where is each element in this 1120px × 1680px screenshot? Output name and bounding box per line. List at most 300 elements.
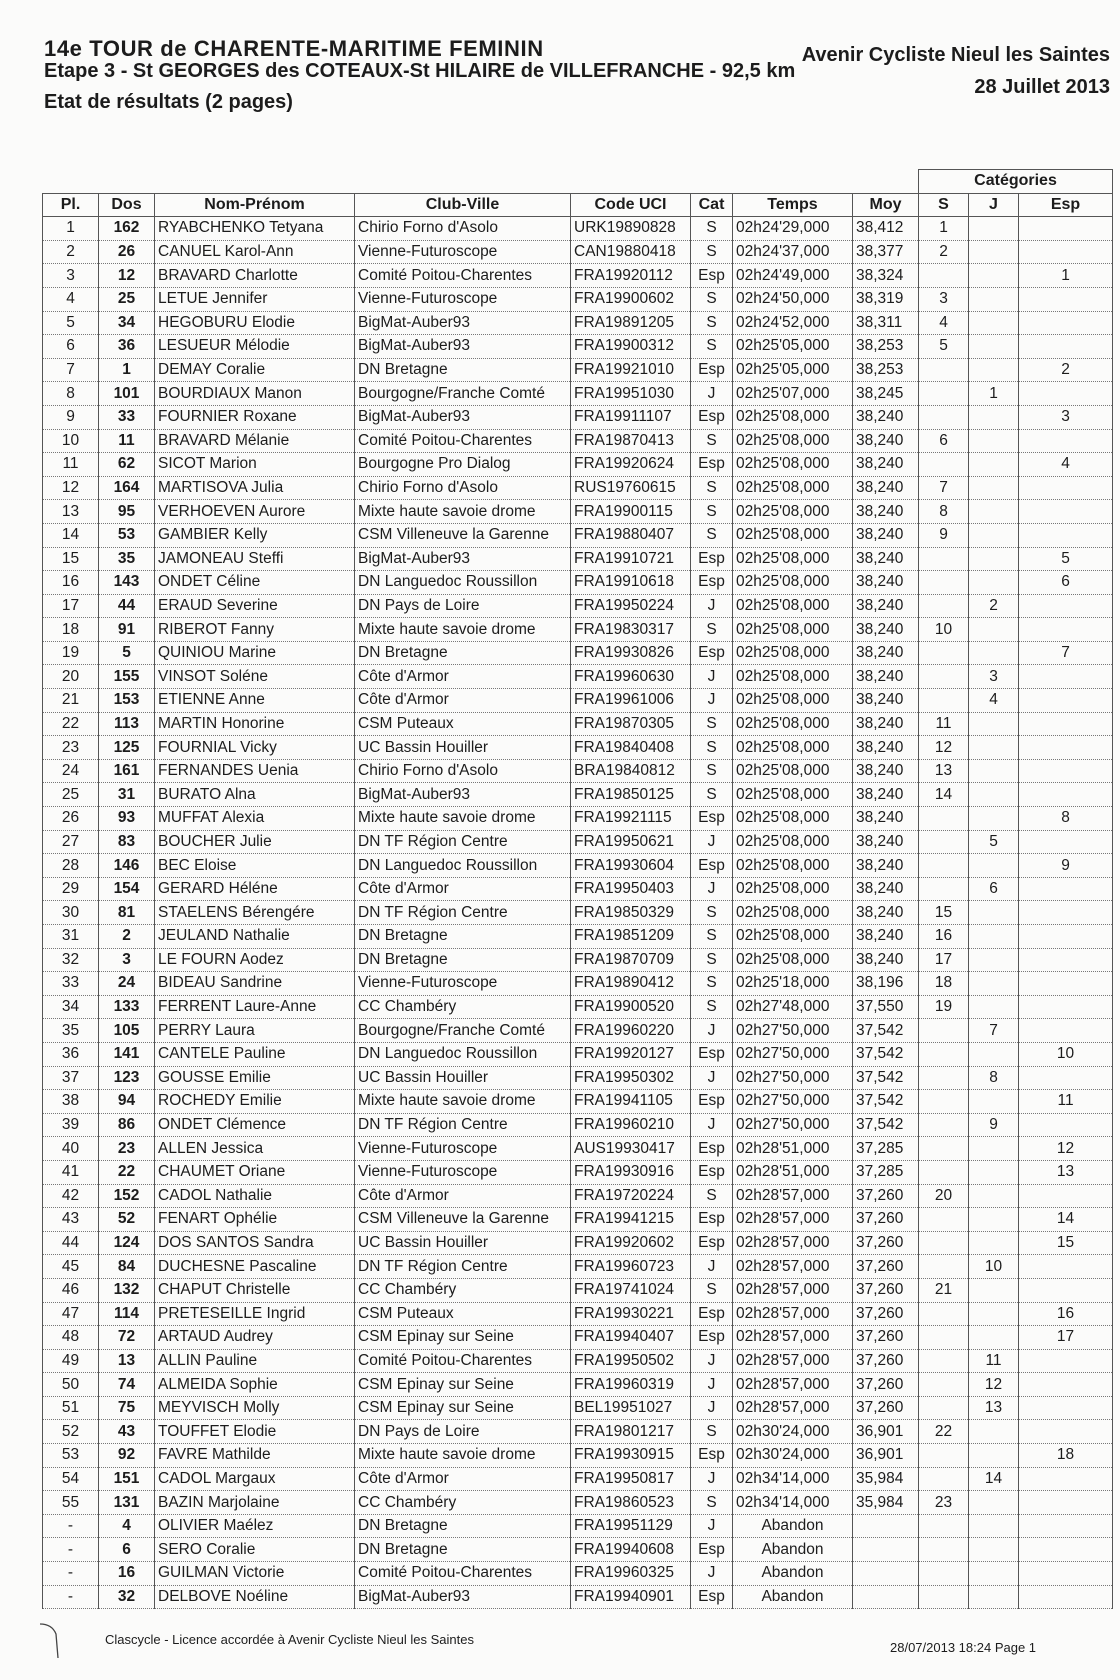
cell-cat-j [969, 1184, 1019, 1208]
cell-cat-j [969, 807, 1019, 831]
cell-pl: 45 [43, 1255, 99, 1279]
cell-cat-s [919, 1538, 969, 1562]
cell-uci: FRA19950302 [571, 1066, 691, 1090]
cell-name: FENART Ophélie [155, 1208, 355, 1232]
cell-club: Chirio Forno d'Asolo [355, 476, 571, 500]
cell-cat: J [691, 1349, 733, 1373]
table-row [43, 1019, 1113, 1043]
cell-name: QUINIOU Marine [155, 641, 355, 665]
cell-pl: 50 [43, 1373, 99, 1397]
cell-cat-j [969, 547, 1019, 571]
cell-dos: 81 [99, 901, 155, 925]
cell-name: OLIVIER Maélez [155, 1514, 355, 1538]
cell-uci: FRA19960325 [571, 1562, 691, 1586]
cell-pl: 28 [43, 854, 99, 878]
cell-cat-esp: 9 [1019, 854, 1113, 878]
cell-uci: FRA19900115 [571, 500, 691, 524]
table-row [43, 1302, 1113, 1326]
cell-pl: 51 [43, 1396, 99, 1420]
cell-dos: 23 [99, 1137, 155, 1161]
cell-pl: 22 [43, 712, 99, 736]
cell-cat-esp [1019, 1278, 1113, 1302]
cell-cat: S [691, 311, 733, 335]
cell-moy: 38,240 [853, 476, 919, 500]
cell-name: ETIENNE Anne [155, 689, 355, 713]
cell-uci: FRA19900312 [571, 335, 691, 359]
cell-temps: 02h28'57,000 [733, 1373, 853, 1397]
cell-moy: 37,550 [853, 995, 919, 1019]
table-row [43, 1090, 1113, 1114]
cell-uci: FRA19930915 [571, 1444, 691, 1468]
cell-dos: 26 [99, 240, 155, 264]
cell-cat-j [969, 311, 1019, 335]
cell-club: Chirio Forno d'Asolo [355, 217, 571, 241]
cell-cat-j [969, 901, 1019, 925]
table-row [43, 1278, 1113, 1302]
table-row [43, 618, 1113, 642]
cell-uci: FRA19920127 [571, 1042, 691, 1066]
cell-uci: FRA19930826 [571, 641, 691, 665]
cell-pl: 17 [43, 594, 99, 618]
cell-temps: 02h27'50,000 [733, 1066, 853, 1090]
cell-cat-esp [1019, 665, 1113, 689]
cell-cat-j [969, 1090, 1019, 1114]
cell-dos: 53 [99, 523, 155, 547]
cell-cat: S [691, 901, 733, 925]
cell-temps: 02h25'08,000 [733, 523, 853, 547]
cell-temps: 02h24'49,000 [733, 264, 853, 288]
cell-pl: 52 [43, 1420, 99, 1444]
cell-cat-j: 11 [969, 1349, 1019, 1373]
cell-name: DOS SANTOS Sandra [155, 1231, 355, 1255]
cell-cat-esp: 12 [1019, 1137, 1113, 1161]
cell-moy: 37,260 [853, 1278, 919, 1302]
cell-cat-esp [1019, 1514, 1113, 1538]
cell-temps: 02h24'50,000 [733, 287, 853, 311]
cell-cat-j [969, 523, 1019, 547]
cell-pl: 24 [43, 759, 99, 783]
cell-dos: 11 [99, 429, 155, 453]
cell-moy: 38,245 [853, 382, 919, 406]
cell-uci: FRA19910618 [571, 571, 691, 595]
cell-cat-j [969, 240, 1019, 264]
cell-moy: 38,240 [853, 453, 919, 477]
cell-temps: 02h25'08,000 [733, 547, 853, 571]
cell-cat-esp [1019, 1491, 1113, 1515]
cell-club: Mixte haute savoie drome [355, 807, 571, 831]
cell-cat-s [919, 689, 969, 713]
cell-dos: 125 [99, 736, 155, 760]
table-row [43, 1208, 1113, 1232]
cell-uci: FRA19940608 [571, 1538, 691, 1562]
cell-pl: 49 [43, 1349, 99, 1373]
cell-uci: FRA19921010 [571, 358, 691, 382]
cell-dos: 154 [99, 877, 155, 901]
cell-uci: FRA19950621 [571, 830, 691, 854]
cell-moy: 38,240 [853, 523, 919, 547]
cell-uci: FRA19960630 [571, 665, 691, 689]
cell-pl: 11 [43, 453, 99, 477]
cell-name: MEYVISCH Molly [155, 1396, 355, 1420]
cell-pl: 44 [43, 1231, 99, 1255]
cell-uci: FRA19920624 [571, 453, 691, 477]
cell-temps: 02h25'08,000 [733, 665, 853, 689]
cell-pl: 54 [43, 1467, 99, 1491]
cell-club: DN Bretagne [355, 641, 571, 665]
cell-cat-j [969, 453, 1019, 477]
cell-cat-s [919, 1349, 969, 1373]
stage-date: 28 Juillet 2013 [974, 76, 1110, 98]
cell-temps: 02h25'08,000 [733, 712, 853, 736]
cell-moy: 37,542 [853, 1066, 919, 1090]
cell-dos: 13 [99, 1349, 155, 1373]
table-row [43, 1042, 1113, 1066]
cell-name: FOURNIAL Vicky [155, 736, 355, 760]
cell-temps: 02h25'18,000 [733, 972, 853, 996]
cell-club: Vienne-Futuroscope [355, 240, 571, 264]
cell-name: BOURDIAUX Manon [155, 382, 355, 406]
cell-cat-s [919, 877, 969, 901]
cell-cat-esp [1019, 1349, 1113, 1373]
cell-temps: Abandon [733, 1514, 853, 1538]
cell-moy: 38,240 [853, 925, 919, 949]
cell-pl: 53 [43, 1444, 99, 1468]
cell-pl: 55 [43, 1491, 99, 1515]
cell-pl: 10 [43, 429, 99, 453]
cell-uci: FRA19950224 [571, 594, 691, 618]
cell-name: ONDET Clémence [155, 1113, 355, 1137]
cell-dos: 4 [99, 1514, 155, 1538]
cell-name: MARTIN Honorine [155, 712, 355, 736]
cell-moy: 38,240 [853, 712, 919, 736]
cell-club: CSM Puteaux [355, 712, 571, 736]
cell-uci: URK19890828 [571, 217, 691, 241]
cell-dos: 113 [99, 712, 155, 736]
cell-uci: FRA19951030 [571, 382, 691, 406]
cell-club: DN Pays de Loire [355, 594, 571, 618]
cell-cat-esp: 6 [1019, 571, 1113, 595]
cell-moy: 38,196 [853, 972, 919, 996]
cell-club: Côte d'Armor [355, 877, 571, 901]
cell-temps: 02h24'37,000 [733, 240, 853, 264]
table-row [43, 1113, 1113, 1137]
table-row [43, 476, 1113, 500]
cell-cat-s: 23 [919, 1491, 969, 1515]
cell-uci: CAN19880418 [571, 240, 691, 264]
cell-uci: FRA19920602 [571, 1231, 691, 1255]
cell-temps: 02h25'08,000 [733, 901, 853, 925]
cell-cat-s [919, 665, 969, 689]
cell-cat-esp [1019, 1019, 1113, 1043]
cell-temps: 02h25'08,000 [733, 854, 853, 878]
cell-uci: FRA19880407 [571, 523, 691, 547]
table-row [43, 1514, 1113, 1538]
cell-cat-j [969, 217, 1019, 241]
cell-dos: 6 [99, 1538, 155, 1562]
cell-cat: S [691, 476, 733, 500]
cell-pl: 30 [43, 901, 99, 925]
cell-pl: 40 [43, 1137, 99, 1161]
cell-cat: Esp [691, 1302, 733, 1326]
cell-uci: FRA19941105 [571, 1090, 691, 1114]
cell-name: RIBEROT Fanny [155, 618, 355, 642]
cell-club: DN Pays de Loire [355, 1420, 571, 1444]
cell-cat-j: 2 [969, 594, 1019, 618]
cell-uci: FRA19930604 [571, 854, 691, 878]
cell-temps: 02h25'08,000 [733, 429, 853, 453]
cell-club: Côte d'Armor [355, 1467, 571, 1491]
cell-cat: S [691, 523, 733, 547]
cell-dos: 132 [99, 1278, 155, 1302]
cell-cat-j [969, 618, 1019, 642]
cell-uci: FRA19921115 [571, 807, 691, 831]
cell-club: Bourgogne/Franche Comté [355, 1019, 571, 1043]
table-row [43, 382, 1113, 406]
cell-club: Mixte haute savoie drome [355, 1444, 571, 1468]
cell-uci: BRA19840812 [571, 759, 691, 783]
cell-cat-s: 19 [919, 995, 969, 1019]
col-header-pl: Pl. [43, 193, 99, 217]
cell-uci: FRA19930221 [571, 1302, 691, 1326]
cell-cat-esp [1019, 1467, 1113, 1491]
cell-club: CSM Epinay sur Seine [355, 1373, 571, 1397]
table-row [43, 901, 1113, 925]
cell-name: JAMONEAU Steffi [155, 547, 355, 571]
cell-temps: 02h28'51,000 [733, 1160, 853, 1184]
cell-pl: 1 [43, 217, 99, 241]
cell-club: UC Bassin Houiller [355, 1231, 571, 1255]
table-row [43, 571, 1113, 595]
cell-dos: 31 [99, 783, 155, 807]
cell-moy: 37,260 [853, 1231, 919, 1255]
cell-moy: 35,984 [853, 1467, 919, 1491]
cell-cat: J [691, 382, 733, 406]
table-row [43, 972, 1113, 996]
cell-cat: S [691, 948, 733, 972]
cell-club: BigMat-Auber93 [355, 311, 571, 335]
cell-pl: 27 [43, 830, 99, 854]
cell-dos: 155 [99, 665, 155, 689]
table-row [43, 264, 1113, 288]
cell-uci: FRA19960723 [571, 1255, 691, 1279]
cell-pl: 16 [43, 571, 99, 595]
cell-club: UC Bassin Houiller [355, 1066, 571, 1090]
cell-cat-esp [1019, 901, 1113, 925]
cell-temps: 02h25'08,000 [733, 453, 853, 477]
cell-cat-esp [1019, 618, 1113, 642]
cell-uci: FRA19960210 [571, 1113, 691, 1137]
cell-moy: 38,240 [853, 547, 919, 571]
cell-cat: Esp [691, 1137, 733, 1161]
cell-cat-s [919, 1302, 969, 1326]
cell-cat-s [919, 1090, 969, 1114]
cell-temps: 02h28'57,000 [733, 1326, 853, 1350]
cell-name: CANTELE Pauline [155, 1042, 355, 1066]
cell-uci: FRA19850329 [571, 901, 691, 925]
cell-temps: 02h27'50,000 [733, 1042, 853, 1066]
cell-cat-j [969, 1514, 1019, 1538]
cell-moy: 36,901 [853, 1420, 919, 1444]
cell-cat-s [919, 594, 969, 618]
cell-cat-j [969, 736, 1019, 760]
cell-temps: 02h28'57,000 [733, 1349, 853, 1373]
cell-cat: S [691, 995, 733, 1019]
cell-cat-s [919, 1444, 969, 1468]
cell-name: JEULAND Nathalie [155, 925, 355, 949]
cell-cat-esp [1019, 1255, 1113, 1279]
cell-dos: 146 [99, 854, 155, 878]
cell-club: BigMat-Auber93 [355, 547, 571, 571]
cell-name: ROCHEDY Emilie [155, 1090, 355, 1114]
table-row [43, 1184, 1113, 1208]
cell-dos: 152 [99, 1184, 155, 1208]
cell-cat-esp [1019, 287, 1113, 311]
cell-cat-s [919, 1042, 969, 1066]
cell-temps: 02h25'08,000 [733, 925, 853, 949]
cell-temps: 02h25'08,000 [733, 736, 853, 760]
cell-uci: FRA19950817 [571, 1467, 691, 1491]
cell-moy: 38,240 [853, 405, 919, 429]
cell-dos: 72 [99, 1326, 155, 1350]
cell-uci: FRA19940901 [571, 1585, 691, 1609]
cell-cat-j: 1 [969, 382, 1019, 406]
cell-temps: 02h28'57,000 [733, 1302, 853, 1326]
cell-pl: 41 [43, 1160, 99, 1184]
cell-club: Côte d'Armor [355, 1184, 571, 1208]
categories-header-row [43, 170, 1113, 194]
cell-uci: FRA19941215 [571, 1208, 691, 1232]
cell-cat: Esp [691, 1160, 733, 1184]
cell-club: CSM Puteaux [355, 1302, 571, 1326]
cell-cat-j [969, 405, 1019, 429]
cell-uci: FRA19741024 [571, 1278, 691, 1302]
cell-uci: FRA19870413 [571, 429, 691, 453]
cell-temps: 02h34'14,000 [733, 1491, 853, 1515]
cell-moy: 37,260 [853, 1255, 919, 1279]
col-header-esp: Esp [1019, 193, 1113, 217]
cell-cat-s: 14 [919, 783, 969, 807]
cell-moy: 38,240 [853, 901, 919, 925]
cell-cat: Esp [691, 358, 733, 382]
cell-cat-j [969, 712, 1019, 736]
cell-pl: 33 [43, 972, 99, 996]
cell-cat-j [969, 287, 1019, 311]
cell-cat-s [919, 1137, 969, 1161]
cell-cat-esp [1019, 335, 1113, 359]
cell-temps: 02h28'57,000 [733, 1255, 853, 1279]
cell-cat-esp: 7 [1019, 641, 1113, 665]
cell-cat: S [691, 1184, 733, 1208]
cell-cat-j [969, 1491, 1019, 1515]
cell-cat-j [969, 641, 1019, 665]
cell-dos: 83 [99, 830, 155, 854]
table-row [43, 807, 1113, 831]
cell-dos: 44 [99, 594, 155, 618]
cell-name: ERAUD Severine [155, 594, 355, 618]
cell-cat-esp: 10 [1019, 1042, 1113, 1066]
cell-name: LETUE Jennifer [155, 287, 355, 311]
cell-pl: - [43, 1562, 99, 1586]
cell-pl: 13 [43, 500, 99, 524]
cell-cat: J [691, 1066, 733, 1090]
cell-cat: Esp [691, 547, 733, 571]
cell-club: DN Languedoc Roussillon [355, 1042, 571, 1066]
cell-pl: 25 [43, 783, 99, 807]
cell-name: BAZIN Marjolaine [155, 1491, 355, 1515]
cell-name: CADOL Nathalie [155, 1184, 355, 1208]
cell-moy: 38,240 [853, 429, 919, 453]
cell-dos: 3 [99, 948, 155, 972]
cell-moy: 38,240 [853, 571, 919, 595]
cell-moy: 38,240 [853, 500, 919, 524]
cell-temps: 02h25'08,000 [733, 594, 853, 618]
corner-scribble-mark [38, 1620, 68, 1660]
col-header-club: Club-Ville [355, 193, 571, 217]
cell-cat: Esp [691, 1090, 733, 1114]
cell-name: FERRENT Laure-Anne [155, 995, 355, 1019]
cell-cat-esp: 3 [1019, 405, 1113, 429]
cell-cat-esp: 11 [1019, 1090, 1113, 1114]
cell-pl: 35 [43, 1019, 99, 1043]
cell-cat-s: 18 [919, 972, 969, 996]
cell-club: Vienne-Futuroscope [355, 972, 571, 996]
cell-temps: Abandon [733, 1562, 853, 1586]
cell-cat-j [969, 1585, 1019, 1609]
cell-cat: J [691, 1113, 733, 1137]
cell-moy: 37,260 [853, 1184, 919, 1208]
cell-cat: Esp [691, 1538, 733, 1562]
cell-uci: FRA19891205 [571, 311, 691, 335]
cell-club: Mixte haute savoie drome [355, 1090, 571, 1114]
cell-club: DN Bretagne [355, 948, 571, 972]
cell-cat: Esp [691, 453, 733, 477]
cell-pl: 14 [43, 523, 99, 547]
cell-temps: 02h28'57,000 [733, 1231, 853, 1255]
cell-pl: 48 [43, 1326, 99, 1350]
cell-moy: 37,542 [853, 1113, 919, 1137]
cell-moy: 37,260 [853, 1396, 919, 1420]
cell-cat-s: 6 [919, 429, 969, 453]
cell-cat: S [691, 217, 733, 241]
cell-moy: 38,240 [853, 759, 919, 783]
cell-cat-s [919, 830, 969, 854]
cell-cat-s [919, 1019, 969, 1043]
cell-cat-j [969, 1137, 1019, 1161]
cell-name: CHAPUT Christelle [155, 1278, 355, 1302]
cell-name: RYABCHENKO Tetyana [155, 217, 355, 241]
cell-cat-esp [1019, 523, 1113, 547]
cell-dos: 35 [99, 547, 155, 571]
cell-cat-s [919, 1373, 969, 1397]
cell-name: MUFFAT Alexia [155, 807, 355, 831]
table-row [43, 429, 1113, 453]
table-row [43, 1467, 1113, 1491]
cell-name: CHAUMET Oriane [155, 1160, 355, 1184]
cell-cat-j [969, 571, 1019, 595]
cell-cat-esp [1019, 1396, 1113, 1420]
col-header-s: S [919, 193, 969, 217]
cell-cat: S [691, 1491, 733, 1515]
cell-cat-j [969, 500, 1019, 524]
cell-cat-s [919, 453, 969, 477]
cell-cat-s [919, 1326, 969, 1350]
cell-cat-esp: 17 [1019, 1326, 1113, 1350]
cell-temps: 02h24'52,000 [733, 311, 853, 335]
cell-cat-s [919, 1066, 969, 1090]
table-row [43, 783, 1113, 807]
cell-temps: 02h25'08,000 [733, 500, 853, 524]
cell-name: MARTISOVA Julia [155, 476, 355, 500]
